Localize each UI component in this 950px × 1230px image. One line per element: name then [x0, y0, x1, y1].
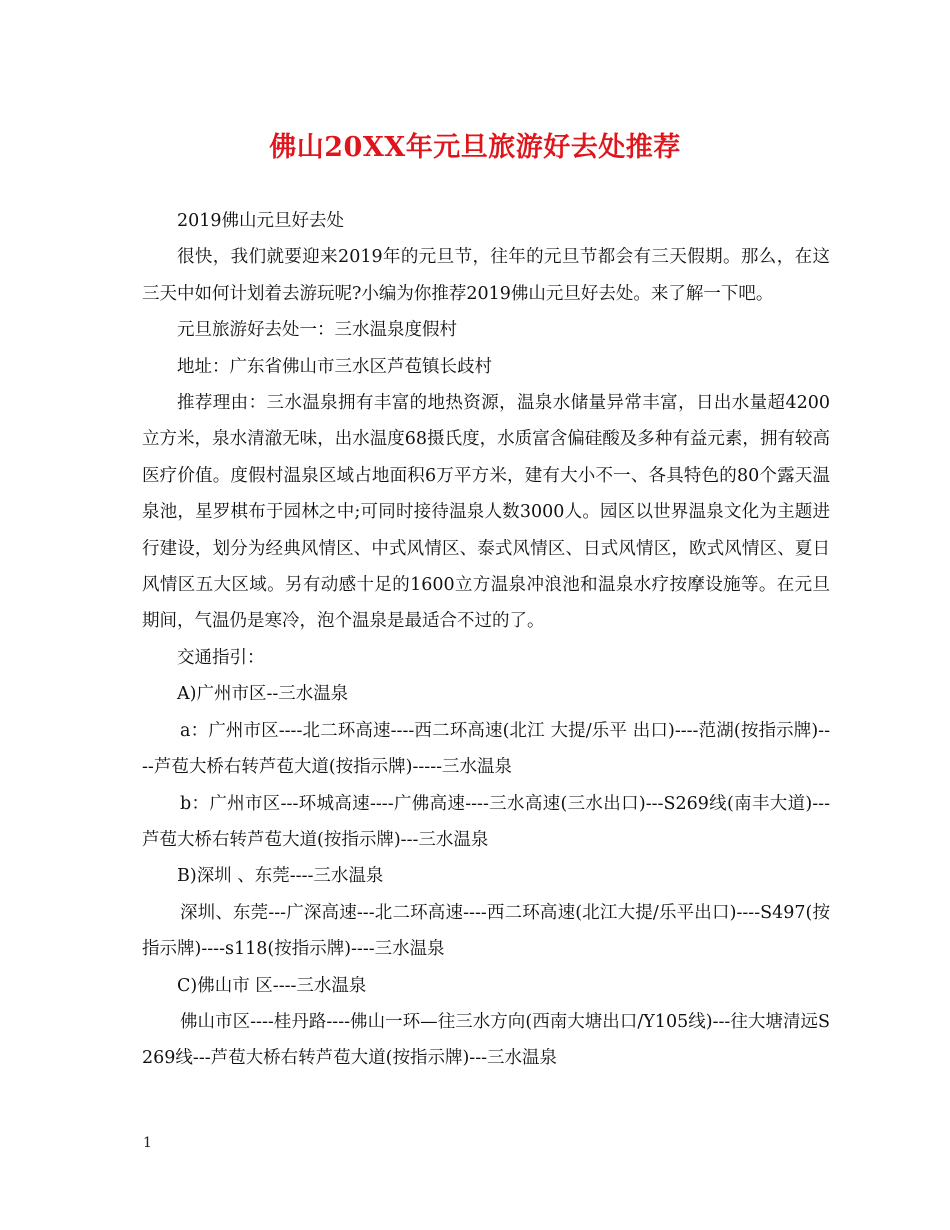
paragraph-spot-one: 元旦旅游好去处一：三水温泉度假村 [177, 320, 457, 341]
paragraph-route-a-b: b：广州市区---环城高速----广佛高速----三水高速(三水出口)---S269线(南丰大道)---芦苞大桥右转芦苞大道(按指示牌)---三水温泉 [142, 793, 830, 850]
paragraph-route-c: C)佛山市 区----三水温泉 [177, 975, 367, 996]
paragraph-route-a: A)广州市区--三水温泉 [177, 684, 349, 705]
paragraph-transport-heading: 交通指引： [177, 647, 265, 668]
paragraph-address: 地址：广东省佛山市三水区芦苞镇长歧村 [177, 356, 492, 377]
document-title: 佛山20XX年元旦旅游好去处推荐 [269, 132, 681, 163]
paragraph-intro: 很快，我们就要迎来2019年的元旦节，往年的元旦节都会有三天假期。那么，在这三天中如何计划着去游玩呢?小编为你推荐2019佛山元旦好去处。来了解一下吧。 [142, 247, 830, 304]
paragraph-route-c-detail: 佛山市区----桂丹路----佛山一环—往三水方向(西南大塘出口/Y105线)---往大塘清远S269线---芦苞大桥右转芦苞大道(按指示牌)---三水温泉 [142, 1011, 830, 1069]
document-body [142, 203, 830, 1077]
paragraph-route-b-detail: 深圳、东莞---广深高速---北二环高速----西二环高速(北江大提/乐平出口)----S497(按指示牌)----s118(按指示牌)----三水温泉 [142, 902, 830, 960]
paragraph-route-b: B)深圳 、东莞----三水温泉 [177, 866, 384, 887]
paragraph-route-a-a: a：广州市区----北二环高速----西二环高速(北江 大提/乐平 出口)----范湖(按指示牌)----芦苞大桥右转芦苞大道(按指示牌)-----三水温泉 [142, 720, 830, 778]
page-number: 1 [143, 1135, 152, 1151]
paragraph-heading: 2019佛山元旦好去处 [177, 211, 345, 231]
paragraph-reason: 推荐理由：三水温泉拥有丰富的地热资源，温泉水储量异常丰富，日出水量超4200立方米，泉水清澈无味，出水温度68摄氏度，水质富含偏硅酸及多种有益元素，拥有较高医疗价值。度假村温泉区域占地面积6万平方米，建有大小不一、各具特色的80个露天温泉池，星罗棋布于园林之中;可同时接待温泉人数3000人。园区以世界温泉文化为主题进行建设，划分为经典风情区、中式风情区、泰式风情区、日式风情区，欧式风情区、夏日风情区五大区域。另有动感十足的1600立方温泉冲浪池和温泉水疗按摩设施等。在元旦期间，气温仍是寒冷，泡个温泉是最适合不过的了。 [142, 393, 830, 632]
